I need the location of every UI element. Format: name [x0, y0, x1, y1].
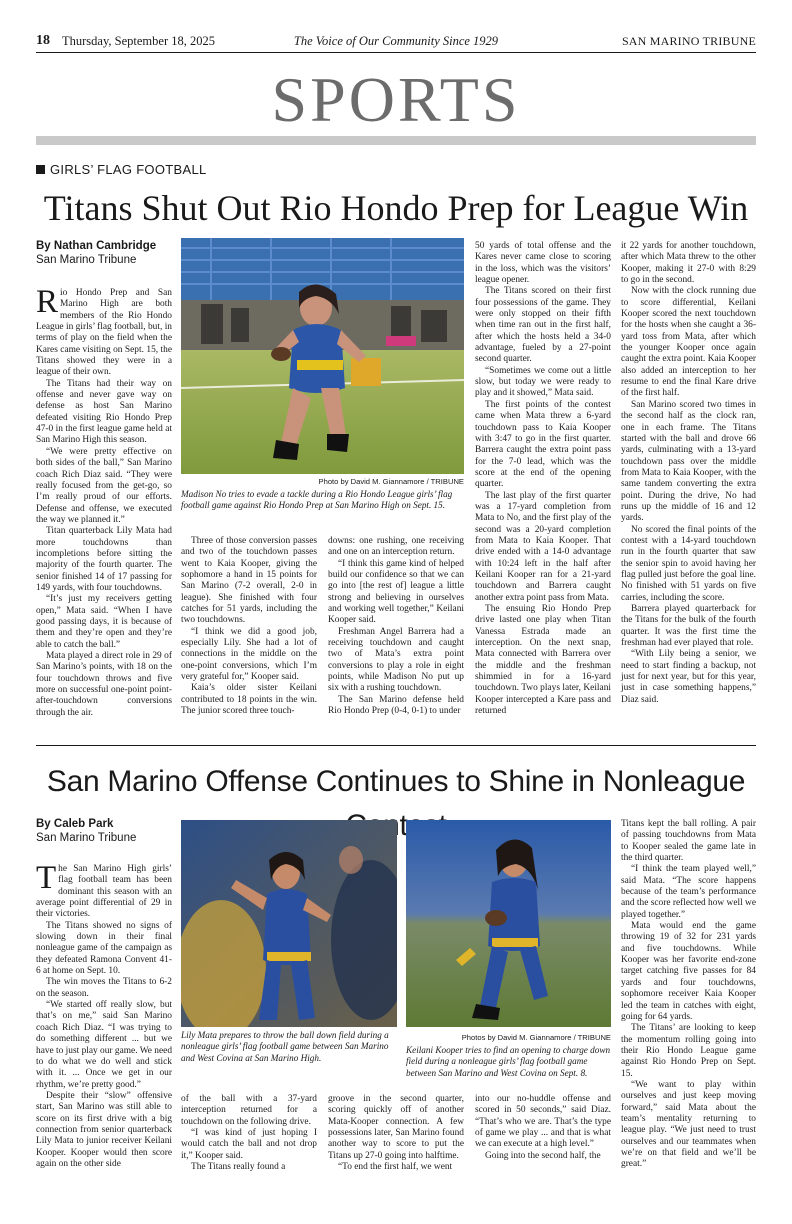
masthead-band: [36, 136, 756, 145]
header-rule: [36, 52, 756, 53]
story-divider: [36, 745, 756, 746]
issue-date: Thursday, September 18, 2025: [62, 34, 215, 48]
story2-photo-right: [406, 820, 611, 1027]
story2-byline: [36, 818, 176, 844]
story2-photo-credit: Photos by David M. Giannamore / TRIBUNE: [461, 1033, 611, 1042]
story1-column-4: 50 yards of total offense and the Kares never came close to scoring in the loss, which was the visitors’ league opener. The Titans scored on their first four possessions of the game. They were only stopped on their fifth when time ran out in the first half, after which the hosts held a 34-0 advantage, fueled by a 27-point second quarter. “Sometimes we come out a little slow, but today we were ready to play and it showed,” Mata said. The first points of the contest came when Mata threw a 6-yard touchdown pass to Kaia Kooper with 3:47 to go in the first quarter. Barrera caught the extra point pass for the 7-0 lead, which was the score at the end of the opening quarter. The last play of the first quarter was a 17-yard completion from Mata to No, and the first play of the second was a 20-yard completion from Mata to Kaia Kooper. That drive ended with a 14-0 advantage with 10:24 left in the half after Keilani Kooper ran for a 21-yard touchdown and Barrera caught another extra point pass from Mata. The ensuing Rio Hondo Prep drive lasted one play when Titan Vanessa Estrada made an interception. On the next snap, Mata connected with Barrera over the middle and the freshman shimmied in for a 16-yard touchdown. Two plays later, Keilani Kooper intercepted a Kare pass and returned: [475, 241, 611, 717]
story2-column-4: into our no-huddle offense and scored in 50 seconds,” said Diaz. “That’s who we are. That’s the type of game we play ... and that is what we can execute at a high level.” Going into the second half, the: [475, 1094, 611, 1161]
byline-name: By Caleb Park: [36, 818, 114, 830]
story1-column-5: it 22 yards for another touchdown, after which Mata threw to the other Kooper, making it 27-0 with 8:29 to go in the second. Now with the clock running due to score differential, Keilani Kooper scored the next touchdown for the hosts when she caught a 36-yard toss from Mata, after which the younger Kooper once again caught the extra point. Kaia Kooper also added an interception to her resume to end the final Kare drive of the first half. San Marino scored two times in the second half as the clock ran, one in each frame. The Titans started with the ball and drove 66 yards, culminating with a 13-yard touchdown pass over the middle from Mata to Kaia Kooper, with the same tandem converting the extra point. During the drive, No had runs up the middle of 16 and 12 yards. No scored the final points of the contest with a 14-yard touchdown run in the fourth quarter that saw the senior spin to avoid having her flag pulled just before the goal line. No finished with 51 yards on five carries, including the score. Barrera played quarterback for the Titans for the bulk of the fourth quarter. It was the first time the freshman had ever played that role. “With Lily being a senior, we need to start finding a backup, not just for next year, but for this year, just in case something happens,” Diaz said.: [621, 241, 756, 705]
drop-cap: R: [36, 284, 59, 320]
square-bullet-icon: [36, 165, 45, 174]
story2-headline: San Marino Offense Continues to Shine in Nonleague: [46, 765, 746, 798]
story1-column-2: Three of those conversion passes and two of the touchdown passes went to Kaia Kooper, giving the sophomore a hand in 15 points for San Marino (7-2 overall, 2-0 in league). She finished with four catches for 51 yards, including the two touchdowns. “I think we did a good job, especially Lily. She had a lot of connections in the middle on the one-point conversions, which I’m very grateful for,” Kooper said. Kaia’s older sister Keilani contributed to 18 points in the win. The junior scored three touch-: [181, 536, 317, 717]
byline-outlet: San Marino Tribune: [36, 832, 137, 844]
story2-column-1: The San Marino High girls’ flag football team has been dominant this season with an average point differential of 29 in their victories. The Titans showed no signs of slowing down in their final nonleague game of the campaign as they defeated Ramona Convent 41-6 at home on Sept. 10. The win moves the Titans to 6-2 on the season. “We started off really slow, but that’s on me,” said San Marino coach Rich Diaz. “I was trying to do something different ... but we have to just play our game. We need to do what we do well and stick with it. ... Once we get in our rhythm, we’re pretty good.” Despite their “slow” offensive start, San Marino was still able to score on its first drive with a big connection from senior quarterback Lily Mata to junior receiver Keilani Kooper. Kooper would then score again on the other side: [36, 860, 173, 1169]
story1-photo: [181, 238, 464, 474]
story1-column-3: downs: one rushing, one receiving and one on an interception return. “I think this game kind of helped build our confidence so that we can go into [the rest of] league a little strong and believing in ourselves and working well together,” Keilani Kooper said. Freshman Angel Barrera had a receiving touchdown and caught two of Mata’s extra point conversions to play a role in eight points, while Madison No put up six with a rushing touchdown. The San Marino defense held Rio Hondo Prep (0-4, 0-1) to under: [328, 536, 464, 717]
story2-caption-right: Keilani Kooper tries to find an opening to charge down field during a nonleague girls’ flag football game between San Marino and West Covina on Sept. 8.: [406, 1045, 611, 1078]
byline-outlet: San Marino Tribune: [36, 254, 137, 266]
story2-column-5: Titans kept the ball rolling. A pair of passing touchdowns from Mata to Kooper sealed the game late in the third quarter. “I think the team played well,” said Mata. “The score happens because of the team’s performance and the score reflected how well we played together.” Mata would end the game throwing 19 of 32 for 231 yards and five touchdowns. While Kooper was her favorite end-zone target catching five passes for 84 yards and four touchdowns, sophomore receiver Kaia Kooper led the team in catches with eight, going for 64 yards. The Titans’ are looking to keep the momentum rolling going into their Rio Hondo League game against Rio Hondo Prep on Sept. 15. “We want to play within ourselves and just keep moving forward,” said Mata about the team’s mentality returning to league play. “We just need to trust ourselves and our teammates when we’re on that field and we’ll be great.”: [621, 819, 756, 1170]
story2-column-2: of the ball with a 37-yard interception returned for a touchdown on the following drive. “I was kind of just hoping I would catch the ball and not drop it,” Kooper said. The Titans really found a: [181, 1094, 317, 1173]
paper-name: SAN MARINO TRIBUNE: [621, 34, 756, 48]
story1-byline: [36, 240, 176, 266]
story2-photo-left: [181, 820, 397, 1027]
story1-photo-caption: Madison No tries to evade a tackle during a Rio Hondo League girls’ flag football game against Rio Hondo Prep at San Marino High on Sept. 15.: [181, 489, 453, 511]
story1-headline: Titans Shut Out Rio Hondo Prep for League Win: [43, 188, 749, 228]
story1-photo-credit: Photo by David M. Giannamore / TRIBUNE: [318, 477, 464, 486]
paper-motto: The Voice of Our Community Since 1929: [293, 34, 499, 48]
story2-column-3: groove in the second quarter, scoring quickly off of another Mata-Kooper connection. A few possessions later, San Marino found another way to score to put the Titans up 27-0 going into halftime. “To end the first half, we went: [328, 1094, 464, 1173]
byline-name: By Nathan Cambridge: [36, 240, 157, 252]
page-number: 18: [36, 33, 50, 48]
story2-caption-left: Lily Mata prepares to throw the ball down field during a nonleague girls’ flag football game between San Marino and West Covina at San Marino High.: [181, 1030, 389, 1063]
drop-cap: T: [36, 860, 57, 896]
section-label: GIRLS’ FLAG FOOTBALL: [36, 162, 207, 177]
section-masthead: SPORTS: [271, 64, 521, 135]
story1-column-1: Rio Hondo Prep and San Marino High are both members of the Rio Hondo League in girls’ flag football, but, in terms of play on the field when the Kares came visiting on Sept. 15, the Titans showed they were in a league of their own. The Titans had their way on offense and never gave way on defense as host San Marino defeated visiting Rio Hondo Prep 47-0 in the first league game held at San Marino High this season. “We were pretty effective on both sides of the ball,” San Marino coach Rich Diaz said. “They were really focused from the get-go, so I’m really proud of our efforts. Defense and offense, we executed the way we planned it.” Titan quarterback Lily Mata had more touchdowns than incompletions before sitting the majority of the fourth quarter. The senior finished 14 of 17 passing for 149 yards, with four touchdowns. “It’s just my receivers getting open,” Mata said. “When I have good passing days, it is because of them and they’re open and they’re able to catch the ball.” Mata played a direct role in 29 of San Marino’s points, with 18 on the four touchdown throws and five more on successful one-point point-after-touchdown conversions through the air.: [36, 284, 172, 718]
